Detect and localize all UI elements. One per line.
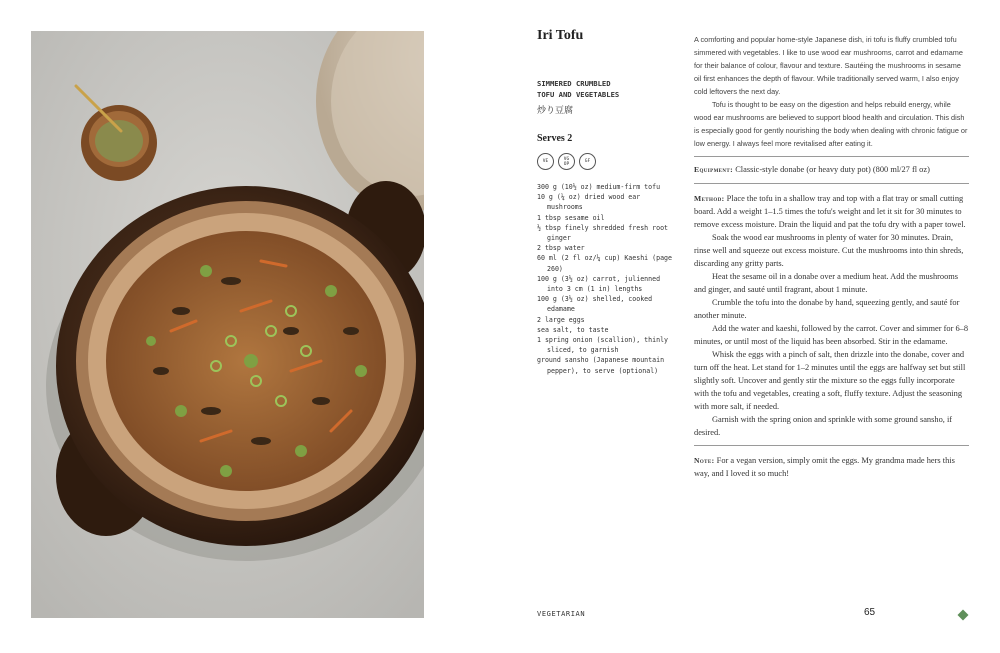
note-label: Note: <box>694 456 715 465</box>
method-step: Heat the sesame oil in a donabe over a medium heat. Add the mushrooms and ginger, and sauté until fragrant, about 1 minute. <box>694 272 959 294</box>
footer-section-name: VEGETARIAN <box>537 610 586 618</box>
note-section <box>694 446 969 480</box>
note-text: For a vegan version, simply omit the eggs. My grandma made hers this way, and I loved it so much! <box>694 456 955 478</box>
ingredient-item: 300 g (10½ oz) medium-firm tofu <box>537 183 661 191</box>
ingredient-list <box>537 182 677 376</box>
badge-text: VE <box>542 159 549 164</box>
leaf-icon <box>957 609 969 621</box>
ingredient-item: 10 g (¼ oz) dried wood ear mushrooms <box>537 193 641 212</box>
subtitle-line: SIMMERED CRUMBLED <box>537 79 611 88</box>
recipe-sidebar <box>537 28 677 376</box>
badge-line: OP <box>563 161 570 167</box>
vegan-option-badge <box>558 153 575 170</box>
page-number: 65 <box>864 607 876 618</box>
recipe-intro <box>694 33 969 150</box>
ingredient-item: 1 tbsp sesame oil <box>537 213 605 222</box>
method-step-text: Place the tofu in a shallow tray and top with a flat tray or small cutting board. Add a weight 1–1.5 times the tofu's weight and let it sit for 30 minutes to remove excess moisture. Drain the liquid and pat the tofu dry with a paper towel. <box>694 194 966 229</box>
subtitle-line: TOFU AND VEGETABLES <box>537 90 620 99</box>
method-step: Garnish with the spring onion and sprinkle with some ground sansho, if desired. <box>694 415 953 437</box>
ingredient-item: 2 large eggs <box>537 315 585 324</box>
ingredient-item: 100 g (3½ oz) carrot, julienned into 3 cm (1 in) lengths <box>537 274 661 294</box>
equipment-label: Equipment: <box>694 165 734 174</box>
ingredient-item: sea salt, to taste <box>537 325 609 334</box>
badge-line: VG <box>563 156 570 162</box>
serves-label: Serves 2 <box>537 133 573 144</box>
badge-text: GF <box>584 159 591 164</box>
recipe-title: Iri Tofu <box>537 28 584 43</box>
ingredient-item: ½ tbsp finely shredded fresh root ginger <box>537 223 669 243</box>
ingredient-item: 60 ml (2 fl oz/¼ cup) Kaeshi (page 260) <box>537 254 672 273</box>
method-section <box>694 184 969 445</box>
method-step: Add the water and kaeshi, followed by the carrot. Cover and simmer for 6–8 minutes, or until most of the liquid has been absorbed. Stir in the edamame. <box>694 324 969 346</box>
badge-text <box>564 157 569 167</box>
method-step: Soak the wood ear mushrooms in plenty of water for 30 minutes. Drain, rinse well and squeeze out excess moisture. Cut the mushrooms into thin shreds, discarding any gritty parts. <box>694 233 964 268</box>
ingredient-item: ground sansho (Japanese mountain pepper), to serve (optional) <box>537 356 665 375</box>
recipe-body <box>694 33 969 480</box>
gluten-free-badge <box>579 153 596 170</box>
ingredient-item: 2 tbsp water <box>537 244 585 253</box>
vegan-badge <box>537 153 554 170</box>
equipment-text: Classic-style donabe (or heavy duty pot) (800 ml/27 fl oz) <box>735 165 930 174</box>
recipe-subtitle <box>537 78 677 100</box>
method-label: Method: <box>694 194 725 203</box>
recipe-photo <box>31 31 424 618</box>
method-step <box>694 192 969 231</box>
intro-paragraph: A comforting and popular home-style Japanese dish, iri tofu is fluffy crumbled tofu simmered with vegetables. I like to use wood ear mushrooms, carrot and edamame for their balance of colour, flavour and texture. Sautéing the mushrooms in sesame oil first enhances the depth of flavour. While traditionally served warm, I also enjoy cold leftovers the next day. <box>694 35 963 96</box>
intro-paragraph: Tofu is thought to be easy on the digestion and helps rebuild energy, while wood ear mushrooms are believed to support blood health and circulation. This dish is especially good for gently nourishing the body when dealing with chronic fatigue or low energy. I always feel more revitalised after eating it. <box>694 100 968 148</box>
method-step: Whisk the eggs with a pinch of salt, then drizzle into the donabe, cover and turn off the heat. Let stand for 1–2 minutes until the eggs are halfway set but still slightly soft. Uncover and gently stir the mixture so the eggs fully incorporate with the tofu and vegetables, creating a soft, fluffy texture. Adjust the seasoning with more salt, if needed. <box>694 350 966 411</box>
ingredient-item: 100 g (3½ oz) shelled, cooked edamame <box>537 295 653 314</box>
japanese-title: 炒り豆腐 <box>537 106 574 116</box>
diet-badges <box>537 153 677 170</box>
method-step: Crumble the tofu into the donabe by hand, squeezing gently, and sauté for another minute. <box>694 298 960 320</box>
equipment-section <box>694 157 969 183</box>
ingredient-item: 1 spring onion (scallion), thinly sliced, to garnish <box>537 336 669 355</box>
